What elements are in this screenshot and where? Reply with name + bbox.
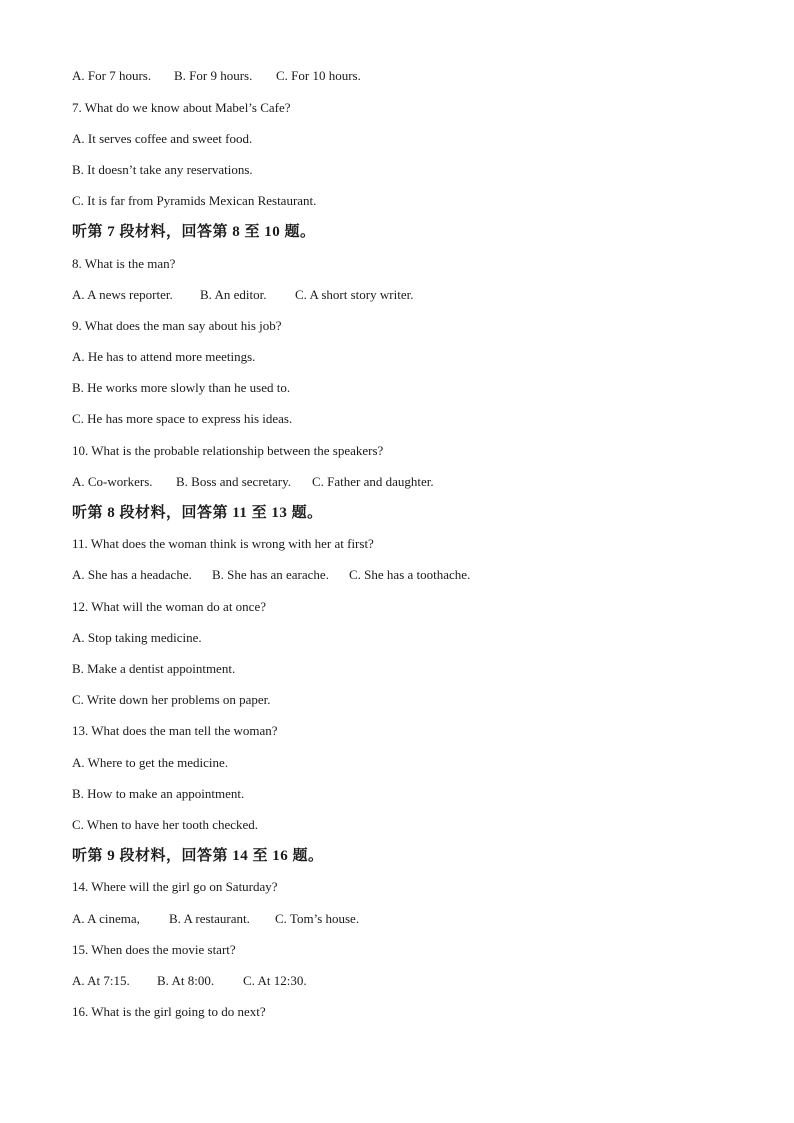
option-c: C. A short story writer.	[295, 287, 414, 302]
q12-option-b: B. Make a dentist appointment.	[72, 661, 236, 676]
q12-option-a: A. Stop taking medicine.	[72, 630, 202, 645]
option-b: B. At 8:00.	[157, 973, 215, 988]
option-a: A. She has a headache.	[72, 567, 192, 582]
q10-question: 10. What is the probable relationship between the speakers?	[72, 443, 384, 458]
option-b: B. An editor.	[200, 287, 267, 302]
option-c: C. For 10 hours.	[276, 68, 361, 83]
option-b: B. For 9 hours.	[174, 68, 253, 83]
q10-options	[72, 474, 434, 490]
q9-option-c: C. He has more space to express his ideas.	[72, 411, 293, 426]
q6-options	[72, 68, 361, 84]
q14-question: 14. Where will the girl go on Saturday?	[72, 879, 278, 894]
option-b: B. She has an earache.	[212, 567, 329, 582]
q11-question: 11. What does the woman think is wrong with her at first?	[72, 536, 374, 551]
option-a: A. Co-workers.	[72, 474, 153, 489]
option-a: A. A cinema,	[72, 911, 140, 926]
option-b: B. A restaurant.	[169, 911, 250, 926]
q7-option-b: B. It doesn’t take any reservations.	[72, 162, 253, 177]
q7-question: 7. What do we know about Mabel’s Cafe?	[72, 100, 291, 115]
q12-option-c: C. Write down her problems on paper.	[72, 692, 271, 707]
q13-option-c: C. When to have her tooth checked.	[72, 817, 259, 832]
q7-option-a: A. It serves coffee and sweet food.	[72, 131, 253, 146]
option-c: C. She has a toothache.	[349, 567, 471, 582]
q15-question: 15. When does the movie start?	[72, 942, 236, 957]
q13-option-a: A. Where to get the medicine.	[72, 755, 229, 770]
q14-options	[72, 911, 359, 927]
q15-options	[72, 973, 307, 989]
q16-question: 16. What is the girl going to do next?	[72, 1004, 266, 1019]
section-8-heading: 听第 8 段材料，回答第 11 至 13 题。	[72, 505, 323, 521]
q7-option-c: C. It is far from Pyramids Mexican Restaurant.	[72, 193, 317, 208]
q13-option-b: B. How to make an appointment.	[72, 786, 245, 801]
q9-option-b: B. He works more slowly than he used to.	[72, 380, 291, 395]
q11-options	[72, 567, 470, 583]
q9-option-a: A. He has to attend more meetings.	[72, 349, 256, 364]
option-a: A. At 7:15.	[72, 973, 130, 988]
option-c: C. Father and daughter.	[312, 474, 434, 489]
option-b: B. Boss and secretary.	[176, 474, 292, 489]
q12-question: 12. What will the woman do at once?	[72, 599, 266, 614]
option-a: A. For 7 hours.	[72, 68, 152, 83]
q8-options	[72, 287, 413, 303]
option-a: A. A news reporter.	[72, 287, 173, 302]
q8-question: 8. What is the man?	[72, 256, 176, 271]
option-c: C. At 12:30.	[243, 973, 307, 988]
q13-question: 13. What does the man tell the woman?	[72, 723, 278, 738]
q9-question: 9. What does the man say about his job?	[72, 318, 282, 333]
option-c: C. Tom’s house.	[275, 911, 360, 926]
section-7-heading: 听第 7 段材料，回答第 8 至 10 题。	[72, 224, 316, 240]
section-9-heading: 听第 9 段材料，回答第 14 至 16 题。	[72, 848, 324, 864]
